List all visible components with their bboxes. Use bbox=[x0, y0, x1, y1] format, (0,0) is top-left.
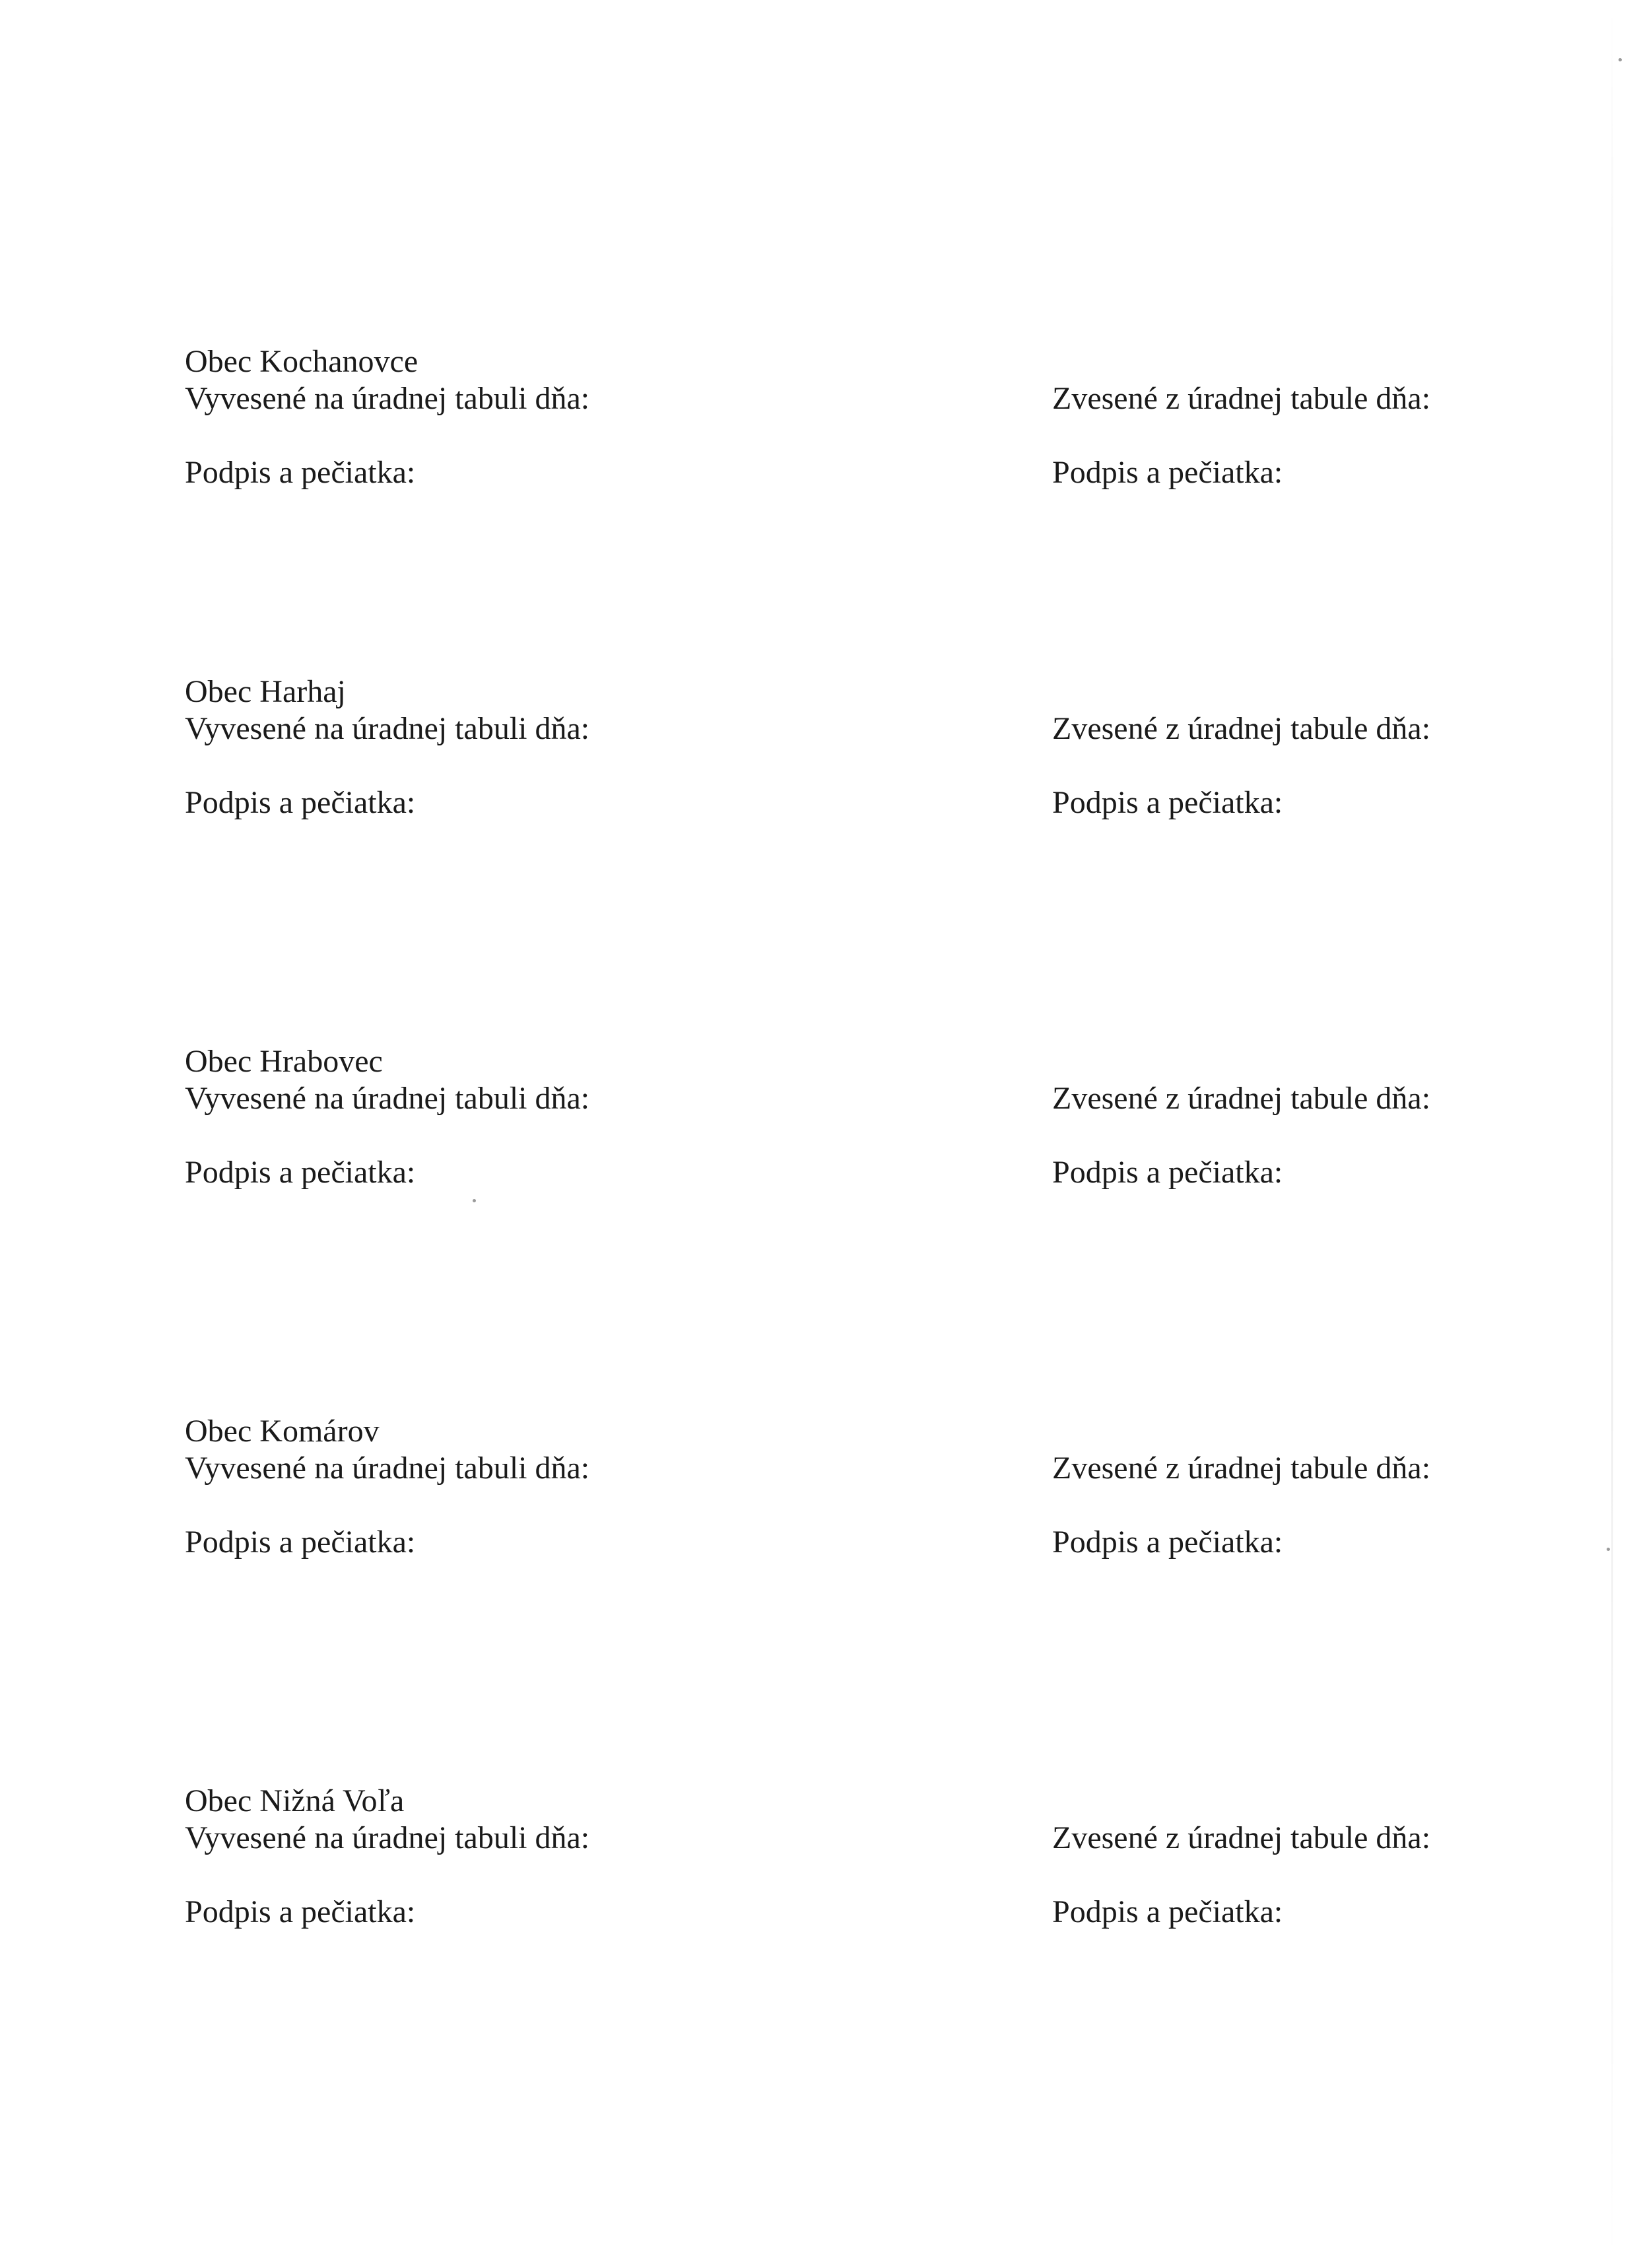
signature-stamp-label-posted: Podpis a pečiatka: bbox=[185, 1894, 416, 1929]
signature-stamp-label-posted: Podpis a pečiatka: bbox=[185, 1155, 416, 1190]
signature-stamp-label-posted: Podpis a pečiatka: bbox=[185, 1525, 416, 1560]
municipality-block-hrabovec bbox=[0, 1043, 1637, 1215]
posted-date-label: Vyvesené na úradnej tabuli dňa: bbox=[185, 1451, 590, 1486]
removed-date-label: Zvesené z úradnej tabule dňa: bbox=[1052, 381, 1431, 416]
posted-date-label: Vyvesené na úradnej tabuli dňa: bbox=[185, 711, 590, 746]
scan-speck bbox=[1619, 58, 1622, 61]
municipality-block-harhaj bbox=[0, 673, 1637, 845]
removed-date-label: Zvesené z úradnej tabule dňa: bbox=[1052, 1820, 1431, 1855]
municipality-name: Obec Harhaj bbox=[185, 674, 346, 709]
municipality-name: Obec Nižná Voľa bbox=[185, 1783, 405, 1818]
signature-stamp-label-removed: Podpis a pečiatka: bbox=[1052, 455, 1283, 490]
removed-date-label: Zvesené z úradnej tabule dňa: bbox=[1052, 1451, 1431, 1486]
municipality-name: Obec Hrabovec bbox=[185, 1044, 383, 1079]
posted-date-label: Vyvesené na úradnej tabuli dňa: bbox=[185, 1820, 590, 1855]
municipality-block-nizna-vola bbox=[0, 1783, 1637, 1954]
signature-stamp-label-posted: Podpis a pečiatka: bbox=[185, 785, 416, 820]
posted-date-label: Vyvesené na úradnej tabuli dňa: bbox=[185, 1081, 590, 1116]
signature-stamp-label-posted: Podpis a pečiatka: bbox=[185, 455, 416, 490]
removed-date-label: Zvesené z úradnej tabule dňa: bbox=[1052, 711, 1431, 746]
municipality-block-komarov bbox=[0, 1413, 1637, 1585]
signature-stamp-label-removed: Podpis a pečiatka: bbox=[1052, 1525, 1283, 1560]
municipality-block-kochanovce bbox=[0, 343, 1637, 515]
signature-stamp-label-removed: Podpis a pečiatka: bbox=[1052, 1155, 1283, 1190]
municipality-name: Obec Komárov bbox=[185, 1414, 380, 1449]
municipality-name: Obec Kochanovce bbox=[185, 344, 418, 379]
posted-date-label: Vyvesené na úradnej tabuli dňa: bbox=[185, 381, 590, 416]
signature-stamp-label-removed: Podpis a pečiatka: bbox=[1052, 1894, 1283, 1929]
signature-stamp-label-removed: Podpis a pečiatka: bbox=[1052, 785, 1283, 820]
removed-date-label: Zvesené z úradnej tabule dňa: bbox=[1052, 1081, 1431, 1116]
